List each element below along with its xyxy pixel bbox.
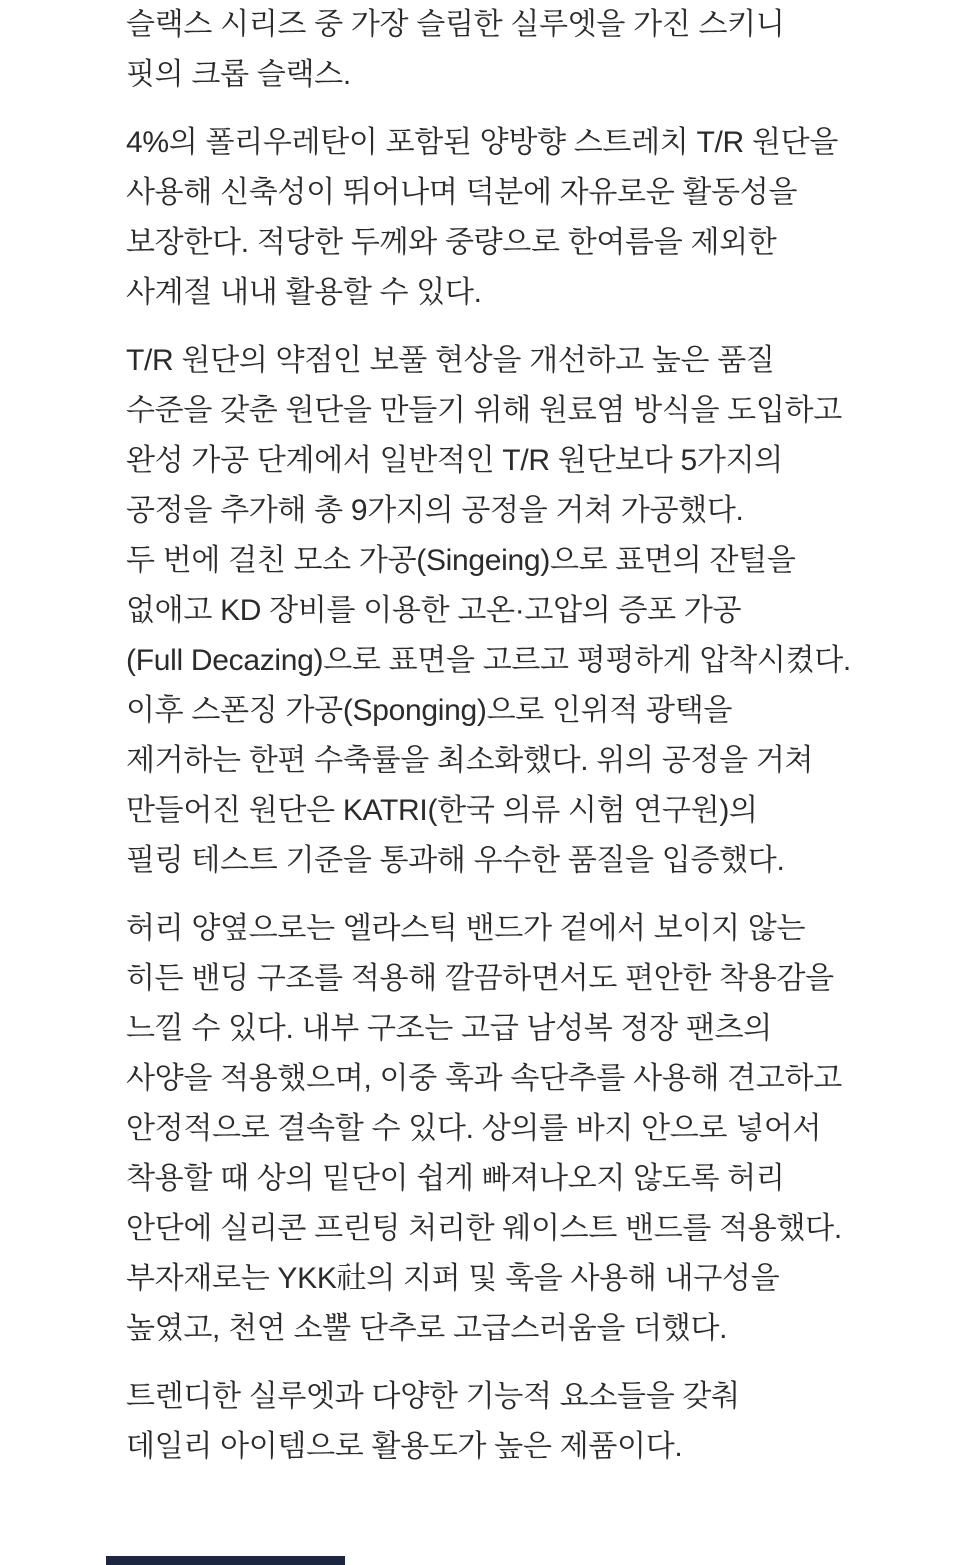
text-line: 필링 테스트 기준을 통과해 우수한 품질을 입증했다. (126, 844, 785, 877)
text-line: 만들어진 원단은 KATRI(한국 의류 시험 연구원)의 (126, 794, 758, 827)
text-line: 부자재로는 YKK社의 지퍼 및 훅을 사용해 내구성을 (126, 1262, 780, 1295)
text-line: 사용해 신축성이 뛰어나며 덕분에 자유로운 활동성을 (126, 176, 798, 209)
text-line: 안단에 실리콘 프린팅 처리한 웨이스트 밴드를 적용했다. (126, 1212, 842, 1245)
text-line: 착용할 때 상의 밑단이 쉽게 빠져나오지 않도록 허리 (126, 1162, 785, 1195)
text-line: 트렌디한 실루엣과 다양한 기능적 요소들을 갖춰 (126, 1380, 740, 1413)
text-line: 슬랙스 시리즈 중 가장 슬림한 실루엣을 가진 스키니 (126, 8, 785, 41)
text-line: 사계절 내내 활용할 수 있다. (126, 276, 482, 309)
text-line: 안정적으로 결속할 수 있다. 상의를 바지 안으로 넣어서 (126, 1112, 822, 1145)
product-description-text (126, 0, 916, 1490)
text-line: 완성 가공 단계에서 일반적인 T/R 원단보다 5가지의 (126, 444, 783, 477)
text-line: 없애고 KD 장비를 이용한 고온·고압의 증포 가공 (126, 594, 742, 627)
paragraph (126, 904, 916, 1354)
text-line: 데일리 아이템으로 활용도가 높은 제품이다. (126, 1430, 683, 1463)
text-line: 사양을 적용했으며, 이중 훅과 속단추를 사용해 견고하고 (126, 1062, 842, 1095)
text-line: 제거하는 한편 수축률을 최소화했다. 위의 공정을 거쳐 (126, 744, 814, 777)
next-image-top-edge (106, 1556, 345, 1565)
paragraph (126, 118, 916, 318)
paragraph (126, 0, 916, 100)
text-line: 허리 양옆으로는 엘라스틱 밴드가 겉에서 보이지 않는 (126, 912, 806, 945)
text-line: 공정을 추가해 총 9가지의 공정을 거쳐 가공했다. (126, 494, 744, 527)
paragraph (126, 1372, 916, 1472)
text-line: 두 번에 걸친 모소 가공(Singeing)으로 표면의 잔털을 (126, 544, 796, 577)
text-line: 핏의 크롭 슬랙스. (126, 58, 351, 91)
text-line: 느낄 수 있다. 내부 구조는 고급 남성복 정장 팬츠의 (126, 1012, 772, 1045)
text-line: 이후 스폰징 가공(Sponging)으로 인위적 광택을 (126, 694, 733, 727)
text-line: 히든 밴딩 구조를 적용해 깔끔하면서도 편안한 착용감을 (126, 962, 834, 995)
text-line: 4%의 폴리우레탄이 포함된 양방향 스트레치 T/R 원단을 (126, 126, 838, 159)
text-line: 높였고, 천연 소뿔 단추로 고급스러움을 더했다. (126, 1312, 728, 1345)
text-line: 수준을 갖춘 원단을 만들기 위해 원료염 방식을 도입하고 (126, 394, 842, 427)
paragraph (126, 336, 916, 886)
text-line: T/R 원단의 약점인 보풀 현상을 개선하고 높은 품질 (126, 344, 775, 377)
text-line: 보장한다. 적당한 두께와 중량으로 한여름을 제외한 (126, 226, 777, 259)
text-line: (Full Decazing)으로 표면을 고르고 평평하게 압착시켰다. (126, 644, 851, 677)
